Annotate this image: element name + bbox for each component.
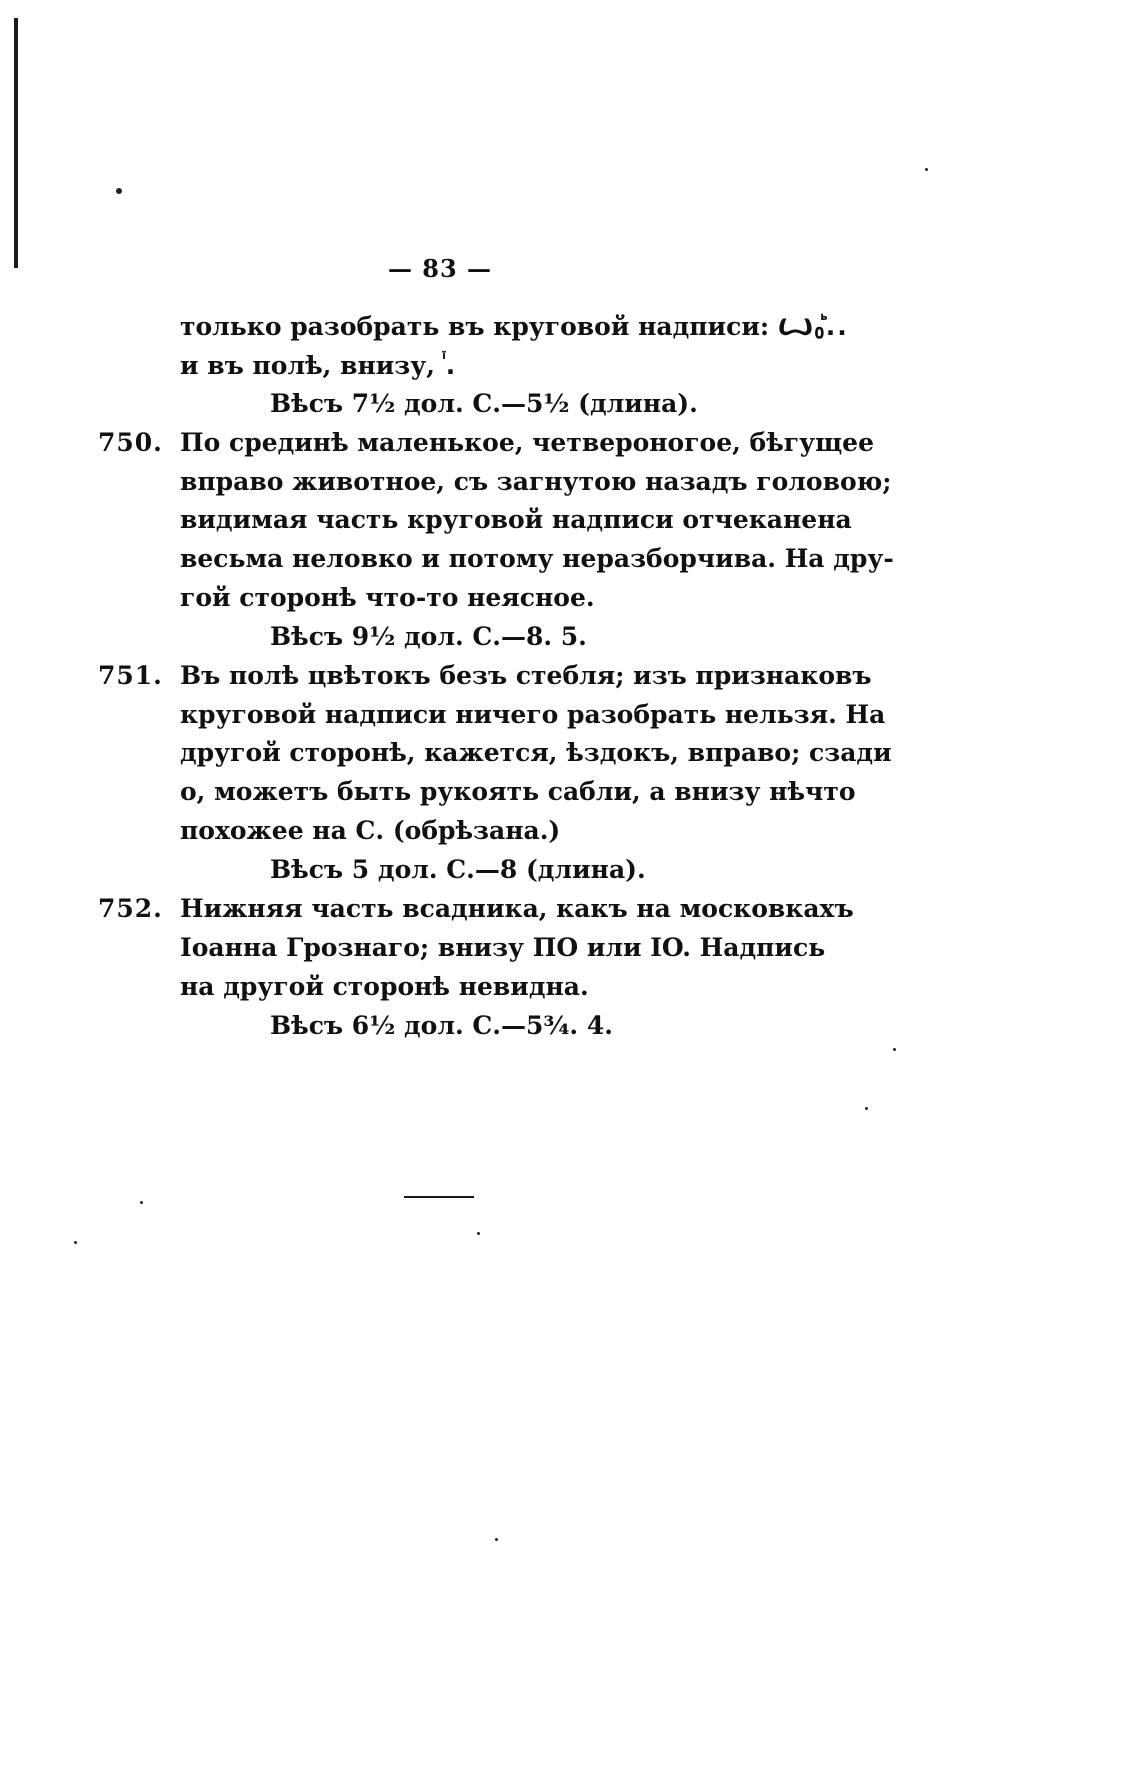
scan-speck [495,1538,498,1541]
text-line: Нижняя часть всадника, какъ на московкахъ [180,894,854,923]
closing-rule [404,1196,474,1198]
text-line: вправо животное, съ загнутою назадъ головою; [180,467,892,496]
text-line: похожее на С. (обрѣзана.) [180,816,561,845]
scan-speck [477,1232,480,1235]
entry-number: 752. [98,894,163,923]
text-line: Въ полѣ цвѣтокъ безъ стебля; изъ признаковъ [180,661,872,690]
text-line-content: только разобрать въ круговой надписи: [180,312,770,341]
binding-edge [14,18,18,268]
text-line [180,312,849,342]
text-line: круговой надписи ничего разобрать нельзя. На [180,700,886,729]
text-line: Іоанна Грознаго; внизу ПО или IO. Надпись [180,933,826,962]
text-line: весьма неловко и потому неразборчива. На дру- [180,544,894,573]
text-line: другой сторонѣ, кажется, ѣздокъ, вправо; сзади [180,738,892,767]
scan-speck [865,1107,868,1110]
text-line: гой сторонѣ что-то неясное. [180,583,595,612]
scan-speck [140,1201,143,1204]
text-line [180,351,457,381]
weight-line: Вѣсъ 7½ дол. С.—5½ (длина). [270,389,698,418]
weight-line: Вѣсъ 5 дол. С.—8 (длина). [270,855,646,884]
inscription-glyph: ꙶ. [443,351,458,380]
text-line: видимая часть круговой надписи отчеканена [180,505,852,534]
scan-speck [893,1048,896,1051]
text-line: о, можетъ быть рукоять сабли, а внизу нѣчто [180,777,856,806]
text-line: По срединѣ маленькое, четвероногое, бѣгущее [180,428,874,457]
text-line-content: и въ полѣ, внизу, [180,351,435,380]
page-number: — 83 — [387,254,493,283]
weight-line: Вѣсъ 6½ дол. С.—5¾. 4. [270,1011,613,1040]
inscription-glyph: Ꙍ₀ꙺ.. [777,312,849,341]
text-line: на другой сторонѣ невидна. [180,972,589,1001]
entry-number: 750. [98,428,163,457]
scan-speck [74,1241,77,1244]
scan-speck [116,188,122,194]
scan-speck [925,168,928,171]
entry-number: 751. [98,661,163,690]
weight-line: Вѣсъ 9½ дол. С.—8. 5. [270,622,587,651]
